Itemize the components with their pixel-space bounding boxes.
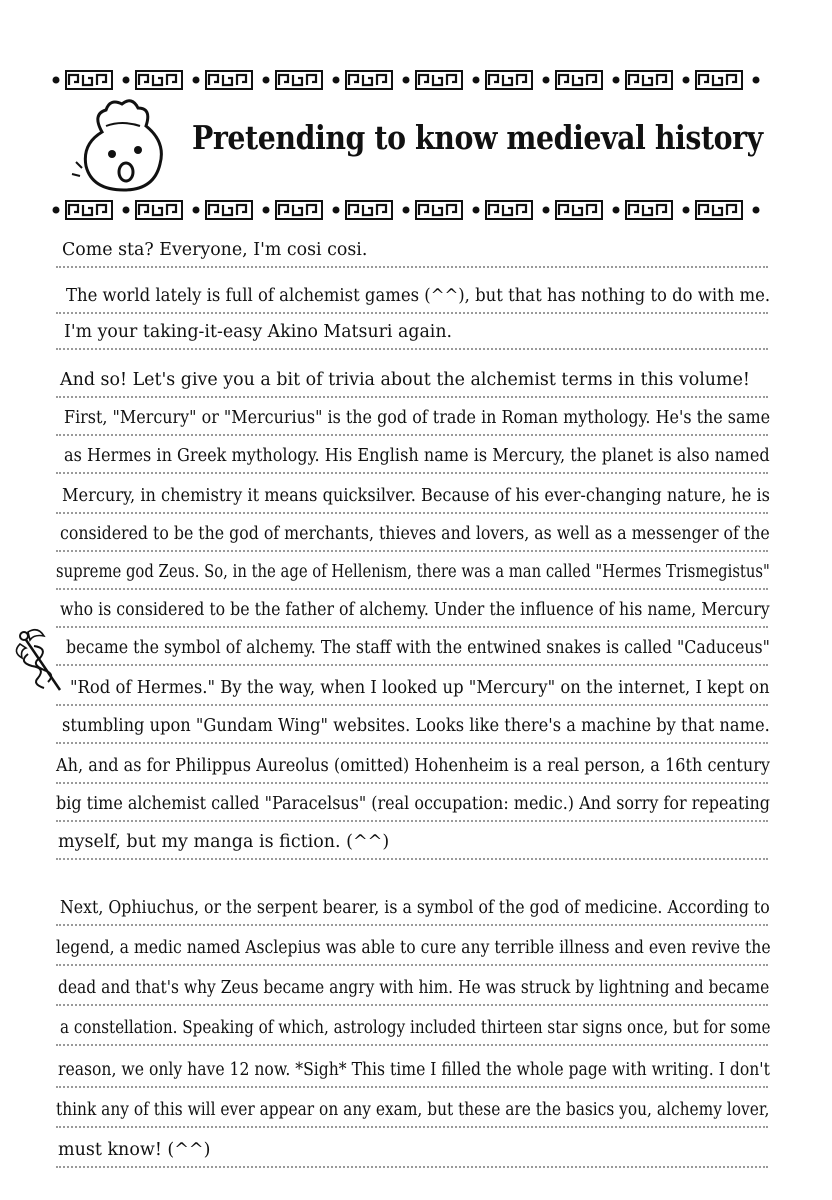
border-dot: [403, 77, 410, 84]
border-dot: [683, 77, 690, 84]
text-line: reason, we only have 12 now. *Sigh* This time I filled the whole page with writing. I don't: [58, 1060, 770, 1080]
dotted-rule: [56, 820, 768, 822]
dotted-rule: [56, 396, 768, 398]
border-dot: [613, 207, 620, 214]
border-dot: [613, 77, 620, 84]
text-line: stumbling upon "Gundam Wing" websites. Looks like there's a machine by that name.: [62, 716, 770, 736]
text-line: big time alchemist called "Paracelsus" (real occupation: medic.) And sorry for repeating: [56, 794, 771, 814]
text-line: a constellation. Speaking of which, astrology included thirteen star signs once, but for some: [60, 1018, 771, 1038]
dotted-rule: [56, 1086, 768, 1088]
text-line: as Hermes in Greek mythology. His English name is Mercury, the planet is also named: [64, 446, 770, 466]
text-line: considered to be the god of merchants, thieves and lovers, as well as a messenger of the: [60, 524, 770, 544]
border-dot: [53, 77, 60, 84]
border-dot: [53, 207, 60, 214]
dotted-rule: [56, 312, 768, 314]
border-dot: [403, 207, 410, 214]
text-line: Next, Ophiuchus, or the serpent bearer, is a symbol of the god of medicine. According to: [60, 898, 770, 918]
text-line: think any of this will ever appear on any exam, but these are the basics you, alchemy lover,: [56, 1100, 770, 1120]
dotted-rule: [56, 924, 768, 926]
border-dot: [473, 77, 480, 84]
text-line: Mercury, in chemistry it means quicksilver. Because of his ever-changing nature, he is: [62, 486, 770, 506]
dotted-rule: [56, 1166, 768, 1168]
text-line: "Rod of Hermes." By the way, when I looked up "Mercury" on the internet, I kept on: [70, 678, 770, 698]
text-line: Ah, and as for Philippus Aureolus (omitted) Hohenheim is a real person, a 16th century: [56, 756, 771, 776]
dotted-rule: [56, 1044, 768, 1046]
dotted-rule: [56, 434, 768, 436]
border-dot: [263, 207, 270, 214]
top-greek-key-border: [50, 68, 770, 92]
border-dot: [193, 207, 200, 214]
bottom-greek-key-border: [50, 198, 770, 222]
border-dot: [263, 77, 270, 84]
text-line: who is considered to be the father of alchemy. Under the influence of his name, Mercury: [60, 600, 770, 620]
border-dot: [753, 207, 760, 214]
dotted-rule: [56, 550, 768, 552]
dotted-rule: [56, 664, 768, 666]
border-dot: [193, 77, 200, 84]
text-line: I'm your taking-it-easy Akino Matsuri again.: [64, 322, 453, 342]
border-dot: [543, 207, 550, 214]
dotted-rule: [56, 472, 768, 474]
text-line: must know! (^^): [58, 1140, 211, 1160]
dotted-rule: [56, 1004, 768, 1006]
text-line: Come sta? Everyone, I'm cosi cosi.: [62, 240, 368, 260]
text-line: And so! Let's give you a bit of trivia about the alchemist terms in this volume!: [60, 370, 750, 390]
border-dot: [753, 77, 760, 84]
dotted-rule: [56, 782, 768, 784]
border-dot: [123, 77, 130, 84]
text-line: became the symbol of alchemy. The staff with the entwined snakes is called "Caduceus": [66, 638, 770, 658]
text-line: legend, a medic named Asclepius was able to cure any terrible illness and even revive the: [56, 938, 771, 958]
dotted-rule: [56, 742, 768, 744]
round-face-mascot-icon: [62, 92, 182, 196]
caduceus-icon: [14, 628, 66, 694]
text-line: myself, but my manga is fiction. (^^): [58, 832, 390, 852]
dotted-rule: [56, 266, 768, 268]
page-title: Pretending to know medieval history: [192, 118, 763, 157]
border-dot: [333, 207, 340, 214]
border-dot: [123, 207, 130, 214]
dotted-rule: [56, 1126, 768, 1128]
text-line: The world lately is full of alchemist games (^^), but that has nothing to do with me.: [66, 286, 771, 306]
dotted-rule: [56, 626, 768, 628]
dotted-rule: [56, 588, 768, 590]
border-dot: [333, 77, 340, 84]
dotted-rule: [56, 512, 768, 514]
greek-key-border-top-svg: [50, 68, 770, 92]
text-line: supreme god Zeus. So, in the age of Hellenism, there was a man called "Hermes Trismegistus": [56, 562, 770, 582]
border-dot: [543, 77, 550, 84]
border-dot: [473, 207, 480, 214]
dotted-rule: [56, 964, 768, 966]
greek-key-border-bottom-svg: [50, 198, 770, 222]
dotted-rule: [56, 348, 768, 350]
dotted-rule: [56, 704, 768, 706]
dotted-rule: [56, 858, 768, 860]
text-line: dead and that's why Zeus became angry with him. He was struck by lightning and became: [58, 978, 770, 998]
border-dot: [683, 207, 690, 214]
text-line: First, "Mercury" or "Mercurius" is the god of trade in Roman mythology. He's the same: [64, 408, 771, 428]
